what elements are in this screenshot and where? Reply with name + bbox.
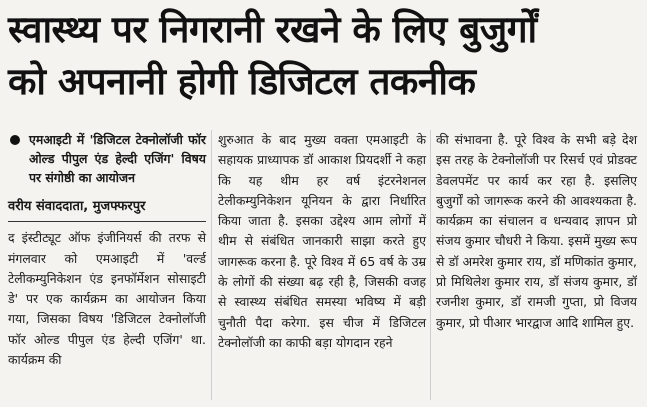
article-text-col-3: की संभावना है. पूरे विश्व के सभी बड़े देश इस तरह के टेक्नोलॉजी पर रिसर्च एवं प्रोडक्ट डेवलपमेंट पर कार्य कर रहा है. इसलिए बुजुर्गों को जागरूक करने की आवश्यकता है. कार्यक्रम का संचालन व धन्यवाद ज्ञापन प्रो संजय कुमार चौधरी ने किया. इसमें मुख्य रूप से डॉ अमरेश कुमार राय, डॉ मणिकांत कुमार, प्रो मिथिलेश कुमार राय, डॉ संजय कुमार, डॉ रजनीश कुमार, डॉ रामजी गुप्ता, प्रो विजय कुमार, प्रो पीआर भारद्वाज आदि शामिल हुए. bbox=[436, 132, 637, 330]
column-3 bbox=[436, 130, 637, 333]
column-2 bbox=[218, 130, 426, 353]
summary-text: एमआइटी में 'डिजिटल टेक्नोलॉजी फॉर ओल्ड पीपुल एंड हेल्दी एजिंग' विषय पर संगोष्ठी का आयोजन bbox=[29, 132, 206, 185]
summary-block bbox=[8, 130, 206, 187]
byline: वरीय संवाददाता, मुजफ्फरपुर bbox=[8, 199, 146, 214]
article-text-col-2: शुरुआत के बाद मुख्य वक्ता एमआइटी के सहायक प्राध्यापक डॉ आकाश प्रियदर्शी ने कहा कि यह थीम हर वर्ष इंटरनेशनल टेलीकम्युनिकेशन यूनियन के द्वारा निर्धारित किया जाता है. इसका उद्देश्य आम लोगों में थीम से संबंधित जानकारी साझा करते हुए जागरूक करना है. पूरे विश्व में 65 वर्ष के उम्र के लोगों की संख्या बढ़ रही है, जिसकी वजह से स्वास्थ्य संबंधित समस्या भविष्य में बड़ी चुनौती पैदा करेगा. इस चीज में डिजिटल टेक्नोलॉजी का काफी बड़ा योगदान रहने bbox=[218, 132, 426, 350]
article-text-col-1: द इंस्टीट्यूट ऑफ इंजीनियर्स की तरफ से मंगलवार को एमआइटी में 'वर्ल्ड टेलीकम्युनिकेशन एंड इनफॉर्मेशन सोसाइटी डे' पर एक कार्यक्रम का आयोजन किया गया, जिसका विषय 'डिजिटल टेक्नोलॉजी फॉर ओल्ड पीपुल एंड हेल्दी एजिंग' था. कार्यक्रम की bbox=[8, 230, 206, 368]
byline-divider bbox=[8, 221, 206, 222]
column-divider-1 bbox=[211, 130, 212, 400]
bullet-icon bbox=[10, 135, 20, 145]
headline bbox=[8, 4, 640, 108]
headline-line-2: को अपनानी होगी डिजिटल तकनीक bbox=[8, 60, 476, 103]
headline-line-1: स्वास्थ्य पर निगरानी रखने के लिए बुजुर्गों bbox=[8, 8, 537, 51]
column-1 bbox=[8, 130, 206, 370]
column-divider-2 bbox=[430, 130, 431, 400]
